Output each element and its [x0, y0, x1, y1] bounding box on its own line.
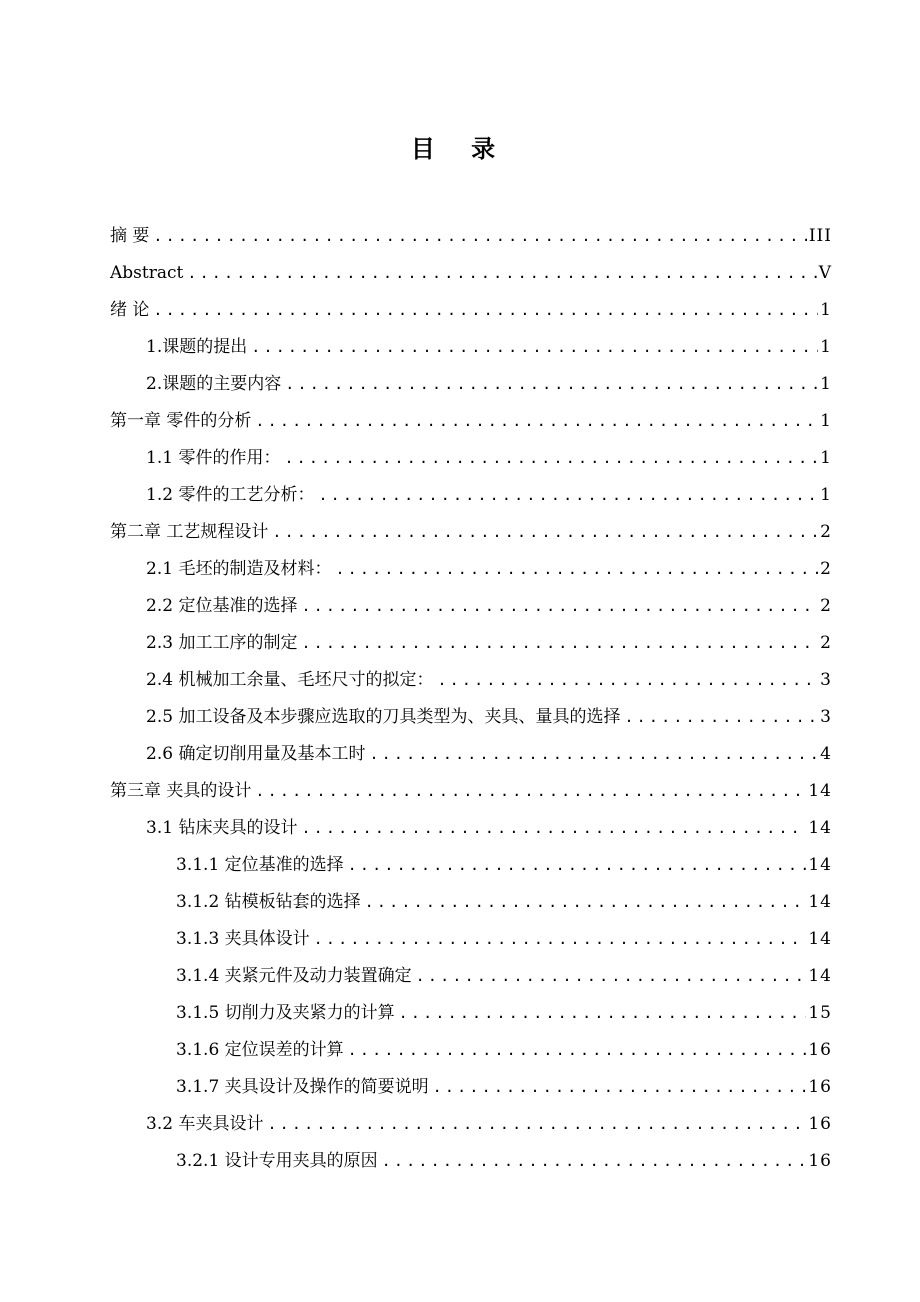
toc-entry-label: 3.1.7 夹具设计及操作的简要说明	[176, 1077, 429, 1097]
toc-entry-page: 14	[808, 781, 832, 801]
toc-entry-page: 1	[820, 448, 832, 468]
toc-entry-page: 1	[820, 411, 832, 431]
toc-entry-page: 1	[820, 485, 832, 505]
toc-entry-label: 3.1.2 钻模板钻套的选择	[176, 892, 361, 912]
toc-dot-leader	[267, 1106, 806, 1143]
toc-entry[interactable]	[110, 884, 832, 921]
toc-entry-label: 1.课题的提出	[146, 337, 248, 357]
toc-dot-leader	[369, 736, 818, 773]
toc-entry[interactable]	[110, 847, 832, 884]
toc-entry-page: 1	[820, 374, 832, 394]
toc-entry-page: 1	[820, 300, 832, 320]
toc-dot-leader	[153, 292, 818, 329]
toc-entry[interactable]	[110, 255, 832, 292]
toc-dot-leader	[437, 662, 818, 699]
toc-dot-leader	[285, 366, 818, 403]
toc-entry-page: 2	[820, 633, 832, 653]
toc-entry-page: 3	[820, 670, 832, 690]
toc-entry-label: 3.1.1 定位基准的选择	[176, 855, 344, 875]
table-of-contents	[110, 218, 832, 1180]
toc-entry[interactable]	[110, 514, 832, 551]
toc-dot-leader	[624, 699, 818, 736]
toc-dot-leader	[335, 551, 818, 588]
toc-dot-leader	[255, 403, 818, 440]
toc-entry-page: V	[818, 263, 832, 283]
toc-dot-leader	[348, 1032, 807, 1069]
toc-dot-leader	[318, 477, 818, 514]
toc-entry-page: 3	[820, 707, 832, 727]
toc-entry[interactable]	[110, 1143, 832, 1180]
toc-entry-page: 16	[808, 1114, 832, 1134]
toc-entry-label: 3.2.1 设计专用夹具的原因	[176, 1151, 378, 1171]
toc-entry[interactable]	[110, 366, 832, 403]
toc-entry[interactable]	[110, 1106, 832, 1143]
toc-dot-leader	[187, 255, 816, 292]
toc-entry-label: 绪 论	[110, 300, 150, 320]
toc-entry-label: 2.5 加工设备及本步骤应选取的刀具类型为、夹具、量具的选择	[146, 707, 621, 727]
toc-entry[interactable]	[110, 588, 832, 625]
toc-entry[interactable]	[110, 625, 832, 662]
toc-dot-leader	[433, 1069, 807, 1106]
toc-entry[interactable]	[110, 773, 832, 810]
toc-dot-leader	[272, 514, 818, 551]
toc-entry-page: 14	[808, 966, 832, 986]
toc-entry[interactable]	[110, 958, 832, 995]
toc-entry-label: 2.6 确定切削用量及基本工时	[146, 744, 366, 764]
toc-entry-label: 2.3 加工工序的制定	[146, 633, 298, 653]
toc-entry-label: 2.2 定位基准的选择	[146, 596, 298, 616]
toc-entry-page: 16	[808, 1077, 832, 1097]
toc-entry-page: 2	[820, 559, 832, 579]
toc-dot-leader	[314, 921, 807, 958]
toc-entry-page: 16	[808, 1040, 832, 1060]
page-title: 目 录	[410, 135, 510, 163]
toc-entry[interactable]	[110, 699, 832, 736]
toc-entry[interactable]	[110, 218, 832, 255]
toc-entry[interactable]	[110, 551, 832, 588]
toc-dot-leader	[301, 625, 818, 662]
toc-entry-page: 4	[820, 744, 832, 764]
toc-entry-label: 摘 要	[110, 226, 150, 246]
toc-dot-leader	[153, 218, 806, 255]
toc-entry-label: 3.2 车夹具设计	[146, 1114, 264, 1134]
toc-entry[interactable]	[110, 995, 832, 1032]
toc-entry[interactable]	[110, 477, 832, 514]
toc-entry-page: 14	[808, 892, 832, 912]
toc-entry[interactable]	[110, 810, 832, 847]
toc-entry-page: III	[808, 226, 832, 246]
toc-entry[interactable]	[110, 736, 832, 773]
toc-entry-page: 16	[808, 1151, 832, 1171]
toc-entry-label: 1.2 零件的工艺分析：	[146, 485, 315, 505]
toc-dot-leader	[301, 810, 806, 847]
toc-entry-label: 3.1 钻床夹具的设计	[146, 818, 298, 838]
toc-dot-leader	[348, 847, 807, 884]
toc-dot-leader	[365, 884, 807, 921]
toc-entry[interactable]	[110, 403, 832, 440]
toc-entry-label: 2.1 毛坯的制造及材料：	[146, 559, 332, 579]
toc-dot-leader	[255, 773, 806, 810]
toc-entry-page: 14	[808, 855, 832, 875]
toc-entry[interactable]	[110, 662, 832, 699]
toc-entry-label: 2.4 机械加工余量、毛坯尺寸的拟定：	[146, 670, 434, 690]
toc-dot-leader	[251, 329, 818, 366]
toc-entry-page: 2	[820, 596, 832, 616]
toc-entry-label: 3.1.4 夹紧元件及动力装置确定	[176, 966, 412, 986]
toc-entry-label: 2.课题的主要内容	[146, 374, 282, 394]
toc-dot-leader	[416, 958, 807, 995]
toc-entry-label: 3.1.6 定位误差的计算	[176, 1040, 344, 1060]
toc-entry-label: 第三章 夹具的设计	[110, 781, 252, 801]
toc-entry-label: Abstract	[110, 263, 184, 283]
toc-entry[interactable]	[110, 1069, 832, 1106]
toc-entry-page: 2	[820, 522, 832, 542]
toc-entry-label: 3.1.5 切削力及夹紧力的计算	[176, 1003, 395, 1023]
toc-entry-page: 15	[808, 1003, 832, 1023]
toc-dot-leader	[301, 588, 818, 625]
toc-entry-page: 1	[820, 337, 832, 357]
toc-entry[interactable]	[110, 1032, 832, 1069]
toc-entry-page: 14	[808, 818, 832, 838]
toc-entry[interactable]	[110, 329, 832, 366]
toc-dot-leader	[382, 1143, 807, 1180]
toc-entry-label: 第二章 工艺规程设计	[110, 522, 269, 542]
toc-entry[interactable]	[110, 921, 832, 958]
toc-entry[interactable]	[110, 292, 832, 329]
toc-dot-leader	[399, 995, 807, 1032]
toc-entry-label: 第一章 零件的分析	[110, 411, 252, 431]
toc-entry-label: 3.1.3 夹具体设计	[176, 929, 310, 949]
toc-entry[interactable]	[110, 440, 832, 477]
toc-entry-label: 1.1 零件的作用：	[146, 448, 281, 468]
toc-dot-leader	[284, 440, 818, 477]
toc-entry-page: 14	[808, 929, 832, 949]
